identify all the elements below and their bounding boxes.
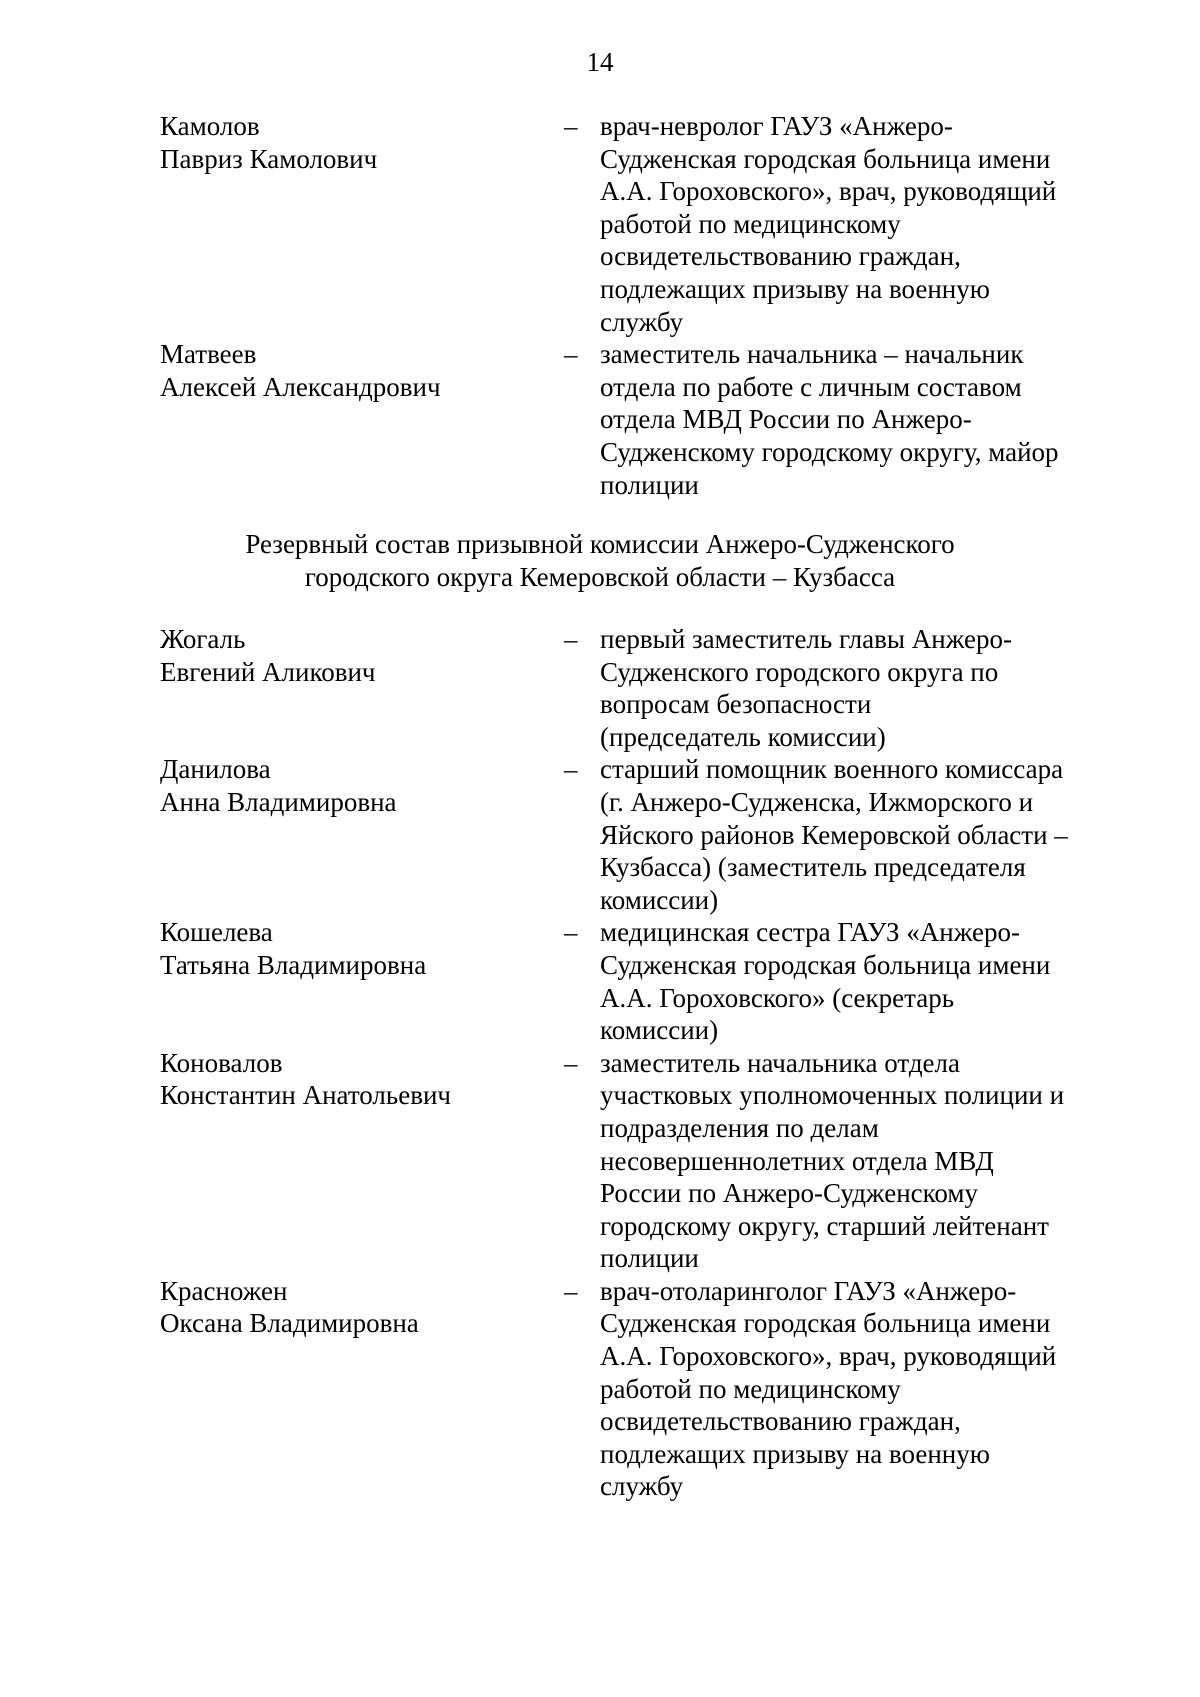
dash-separator: – [564, 754, 578, 785]
member-surname: Жогаль [160, 624, 246, 654]
position-line: комиссии) [600, 1015, 719, 1046]
member-surname: Камолов [160, 111, 260, 141]
position-line: врач-отоларинголог ГАУЗ «Анжеро- [600, 1275, 1017, 1306]
position-line: заместитель начальника отдела [600, 1047, 960, 1078]
dash-separator: – [564, 624, 578, 654]
position-line: полиции [600, 1243, 699, 1274]
member-name [160, 623, 564, 688]
position-line: А.А. Гороховского», врач, руководящий [600, 1341, 1057, 1372]
position-line: подлежащих призыву на военную [600, 273, 990, 304]
position-line: заместитель начальника – начальник [600, 339, 1024, 370]
member-given-names: Алексей Александрович [160, 371, 441, 402]
member-entry [160, 623, 1100, 753]
position-line: старший помощник военного комиссара [600, 754, 1064, 785]
member-position [600, 110, 1100, 338]
position-line: подлежащих призыву на военную [600, 1438, 990, 1469]
position-line: отдела по работе с личным составом [600, 371, 1022, 402]
main-members-list [160, 110, 1100, 501]
member-given-names: Константин Анатольевич [160, 1080, 451, 1111]
position-line: Кузбасса) (заместитель председателя [600, 852, 1026, 883]
dash-separator: – [564, 1047, 578, 1078]
position-line: Судженскому городскому округу, майор [600, 436, 1059, 467]
member-position [600, 623, 1100, 753]
heading-line: городского округа Кемеровской области – Кузбасса [304, 561, 896, 592]
position-line: освидетельствованию граждан, [600, 241, 961, 272]
member-surname: Коновалов [160, 1047, 283, 1078]
member-position [600, 1275, 1100, 1503]
position-line: освидетельствованию граждан, [600, 1406, 961, 1437]
position-line: медицинская сестра ГАУЗ «Анжеро- [600, 917, 1020, 948]
position-line: городскому округу, старший лейтенант [600, 1210, 1049, 1241]
member-given-names: Татьяна Владимировна [160, 949, 427, 980]
member-name [160, 1275, 564, 1340]
member-surname: Матвеев [160, 339, 257, 370]
member-position [600, 1047, 1100, 1275]
position-line: работой по медицинскому [600, 208, 901, 239]
position-line: (г. Анжеро-Судженска, Ижморского и [600, 786, 1034, 817]
dash-separator: – [564, 339, 578, 370]
member-surname: Кошелева [160, 917, 273, 948]
position-line: первый заместитель главы Анжеро- [600, 624, 1012, 654]
heading-line: Резервный состав призывной комиссии Анжеро-Судженского [245, 529, 955, 559]
member-given-names: Евгений Аликович [160, 656, 376, 687]
member-name [160, 110, 564, 175]
member-entry [160, 753, 1100, 916]
dash-separator: – [564, 1275, 578, 1306]
member-position [600, 916, 1100, 1046]
position-line: Судженская городская больница имени [600, 1308, 1051, 1339]
position-line: комиссии) [600, 884, 719, 915]
position-line: (председатель комиссии) [600, 721, 886, 752]
position-line: России по Анжеро-Судженскому [600, 1178, 978, 1209]
position-line: службу [600, 306, 684, 337]
member-given-names: Оксана Владимировна [160, 1308, 419, 1339]
position-line: А.А. Гороховского» (секретарь [600, 982, 955, 1013]
member-name [160, 338, 564, 403]
position-line: отдела МВД России по Анжеро- [600, 404, 972, 435]
member-surname: Данилова [160, 754, 271, 785]
member-given-names: Анна Владимировна [160, 786, 397, 817]
member-position [600, 338, 1100, 501]
position-line: службу [600, 1471, 684, 1502]
dash-separator: – [564, 917, 578, 948]
position-line: Судженского городского округа по [600, 656, 999, 687]
position-line: Судженская городская больница имени [600, 949, 1051, 980]
member-name [160, 1047, 564, 1112]
position-line: работой по медицинскому [600, 1373, 901, 1404]
member-entry [160, 1047, 1100, 1275]
position-line: А.А. Гороховского», врач, руководящий [600, 176, 1057, 207]
position-line: подразделения по делам [600, 1112, 879, 1143]
dash-separator: – [564, 111, 578, 141]
position-line: несовершеннолетних отдела МВД [600, 1145, 994, 1176]
position-line: Яйского районов Кемеровской области – [600, 819, 1068, 850]
member-name [160, 916, 564, 981]
position-line: участковых уполномоченных полиции и [600, 1080, 1065, 1111]
position-line: полиции [600, 469, 699, 500]
member-entry [160, 916, 1100, 1046]
position-line: врач-невролог ГАУЗ «Анжеро- [600, 111, 953, 141]
member-position [600, 753, 1100, 916]
page-number: 14 [586, 47, 614, 77]
member-name [160, 753, 564, 818]
member-entry [160, 338, 1100, 501]
reserve-section-heading [0, 528, 1200, 593]
member-given-names: Павриз Камолович [160, 143, 378, 174]
member-entry [160, 1275, 1100, 1503]
member-entry [160, 110, 1100, 338]
position-line: Судженская городская больница имени [600, 143, 1051, 174]
member-surname: Красножен [160, 1275, 288, 1306]
reserve-members-list [160, 623, 1100, 1503]
position-line: вопросам безопасности [600, 689, 872, 720]
